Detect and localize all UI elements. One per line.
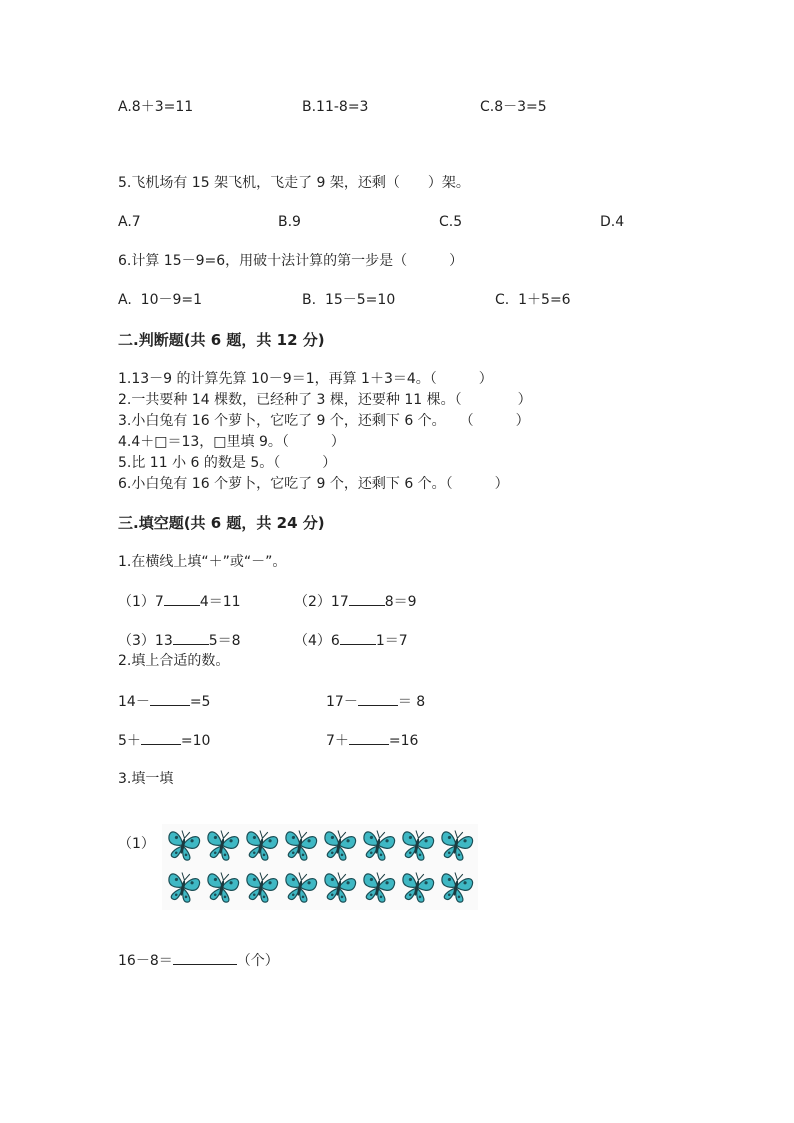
blank[interactable] <box>340 630 376 645</box>
butterfly-icon <box>281 870 319 904</box>
q4-option-a: A.8＋3=11 <box>118 99 194 115</box>
butterfly-icon <box>203 870 241 904</box>
fill-number-b: 17－ ＝ 8 <box>326 691 425 712</box>
butterfly-icon <box>398 828 436 862</box>
q5-option-d: D.4 <box>600 214 625 230</box>
butterfly-icon <box>437 870 475 904</box>
blank[interactable] <box>358 691 398 706</box>
blank[interactable] <box>164 591 200 606</box>
section2-item-1: 1.13－9 的计算先算 10－9＝1，再算 1＋3＝4。（ ） <box>118 371 493 387</box>
fill-sign-3: （3）13 5＝8 <box>118 630 241 651</box>
fill-number-d: 7＋ =16 <box>326 730 418 751</box>
q4-option-c: C.8－3=5 <box>480 99 547 115</box>
butterfly-icon <box>320 828 358 862</box>
section3-q2-text: 2.填上合适的数。 <box>118 653 230 669</box>
butterfly-icon <box>203 828 241 862</box>
section3-q3-text: 3.填一填 <box>118 771 174 787</box>
fill-sign-1: （1）7 4＝11 <box>118 591 241 612</box>
butterfly-icon <box>164 870 202 904</box>
q5-option-b: B.9 <box>278 214 301 230</box>
section2-title: 二.判断题(共 6 题，共 12 分) <box>118 331 325 349</box>
butterfly-icon <box>164 828 202 862</box>
q3-part-label: （1） <box>118 836 155 852</box>
q6-text: 6.计算 15－9=6，用破十法计算的第一步是（ ） <box>118 253 464 269</box>
section2-item-6: 6.小白兔有 16 个萝卜，它吃了 9 个，还剩下 6 个。（ ） <box>118 476 509 492</box>
butterfly-icon <box>320 870 358 904</box>
section2-item-4: 4.4＋□＝13，□里填 9。（ ） <box>118 434 345 450</box>
blank[interactable] <box>141 730 181 745</box>
butterfly-icon <box>242 870 280 904</box>
butterfly-icon <box>281 828 319 862</box>
section2-item-2: 2.一共要种 14 棵数，已经种了 3 棵，还要种 11 棵。（ ） <box>118 392 532 408</box>
butterfly-icon <box>359 828 397 862</box>
fill-sign-4: （4）6 1＝7 <box>294 630 408 651</box>
fill-number-a: 14－ =5 <box>118 691 210 712</box>
q5-option-a: A.7 <box>118 214 141 230</box>
section3-q1-text: 1.在横线上填“＋”或“－”。 <box>118 554 287 570</box>
section3-title: 三.填空题(共 6 题，共 24 分) <box>118 514 325 532</box>
section2-item-5: 5.比 11 小 6 的数是 5。（ ） <box>118 455 337 471</box>
q6-option-a: A. 10－9=1 <box>118 292 203 308</box>
butterfly-icon <box>359 870 397 904</box>
blank[interactable] <box>150 691 190 706</box>
blank[interactable] <box>173 630 209 645</box>
q3-equation: 16－8＝ （个） <box>118 950 279 971</box>
q6-option-c: C. 1＋5=6 <box>495 292 571 308</box>
q4-option-b: B.11-8=3 <box>302 99 369 115</box>
blank[interactable] <box>349 730 389 745</box>
q5-option-c: C.5 <box>439 214 463 230</box>
q5-text: 5.飞机场有 15 架飞机，飞走了 9 架，还剩（ ）架。 <box>118 175 470 191</box>
fill-sign-2: （2）17 8＝9 <box>294 591 417 612</box>
butterfly-icon <box>242 828 280 862</box>
butterfly-icon <box>398 870 436 904</box>
blank[interactable] <box>173 950 237 965</box>
q6-option-b: B. 15－5=10 <box>302 292 396 308</box>
blank[interactable] <box>349 591 385 606</box>
section2-item-3: 3.小白兔有 16 个萝卜，它吃了 9 个，还剩下 6 个。 （ ） <box>118 413 530 429</box>
fill-number-c: 5＋ =10 <box>118 730 210 751</box>
butterfly-icon <box>437 828 475 862</box>
butterflies-image <box>162 824 478 910</box>
